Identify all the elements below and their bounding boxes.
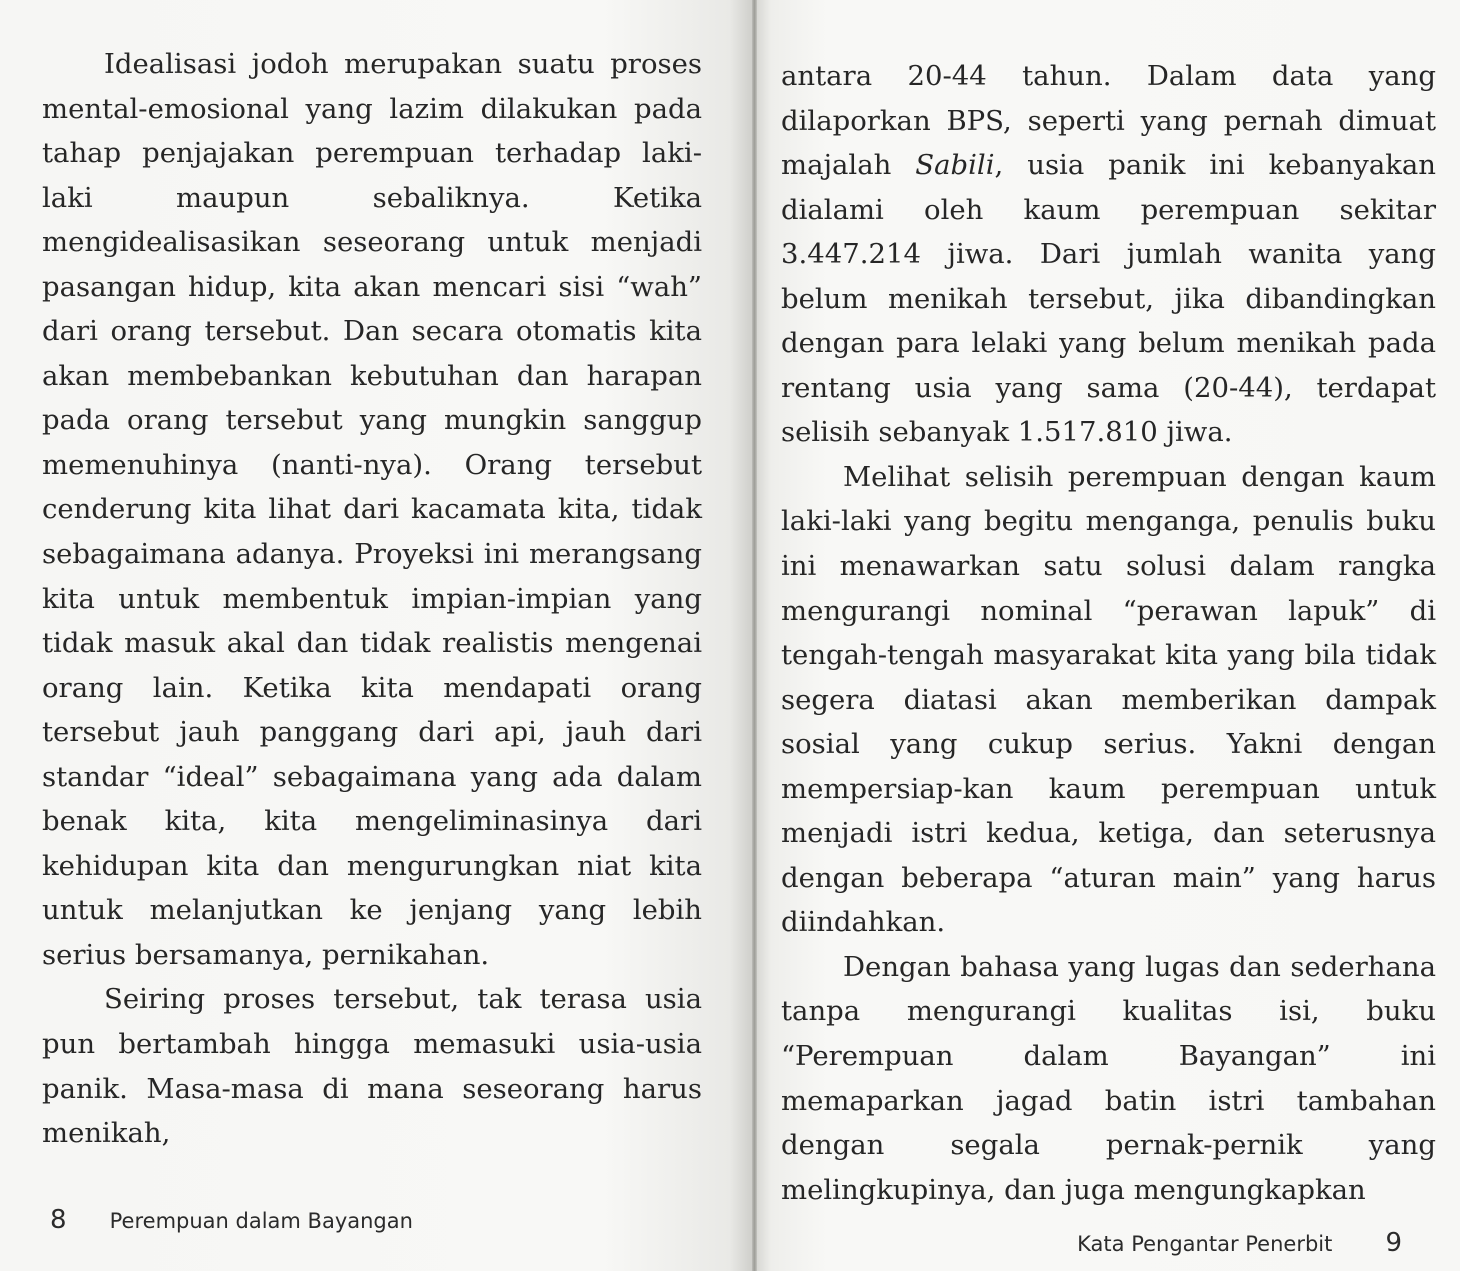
right-paragraph-1	[781, 54, 1436, 455]
left-page-body	[42, 42, 702, 1156]
right-page-body	[781, 54, 1436, 1212]
right-paragraph-1-end: , usia panik ini kebanyakan dialami oleh kaum perempuan sekitar 3.447.214 jiwa. Dari jumlah wanita yang belum menikah tersebut, jika dibandingkan dengan para lelaki yang belum menikah pada rentang usia yang sama (20-44), terdapat selisih sebanyak 1.517.810 jiwa.	[781, 149, 1436, 449]
left-paragraph-1: Idealisasi jodoh merupakan suatu proses mental-emosional yang lazim dilakukan pada tahap penjajakan perempuan terhadap laki-laki maupun sebaliknya. Ketika mengidealisasikan seseorang untuk menjadi pasangan hidup, kita akan mencari sisi “wah” dari orang tersebut. Dan secara otomatis kita akan membebankan kebutuhan dan harapan pada orang tersebut yang mungkin sanggup memenuhinya (nanti-nya). Orang tersebut cenderung kita lihat dari kacamata kita, tidak sebagaimana adanya. Proyeksi ini merangsang kita untuk membentuk impian-impian yang tidak masuk akal dan tidak realistis mengenai orang lain. Ketika kita mendapati orang tersebut jauh panggang dari api, jauh dari standar “ideal” sebagaimana yang ada dalam benak kita, kita mengeliminasinya dari kehidupan kita dan mengurungkan niat kita untuk melanjutkan ke jenjang yang lebih serius bersamanya, pernikahan.	[42, 48, 702, 971]
left-page-number: 8	[50, 1205, 67, 1235]
magazine-name: Sabili	[915, 149, 995, 182]
right-paragraph-2: Melihat selisih perempuan dengan kaum laki-laki yang begitu menganga, penulis buku ini menawarkan satu solusi dalam rangka mengurangi nominal “perawan lapuk” di tengah-tengah masyarakat kita yang bila tidak segera diatasi akan memberikan dampak sosial yang cukup serius. Yakni dengan mempersiap-kan kaum perempuan untuk menjadi istri kedua, ketiga, dan seterusnya dengan beberapa “aturan main” yang harus diindahkan.	[781, 460, 1436, 939]
left-paragraph-2: Seiring proses tersebut, tak terasa usia pun bertambah hingga memasuki usia-usia panik. Masa-masa di mana seseorang harus menikah,	[42, 983, 702, 1150]
right-paragraph-3: Dengan bahasa yang lugas dan sederhana tanpa mengurangi kualitas isi, buku “Perempuan dalam Bayangan” ini memaparkan jagad batin istri tambahan dengan segala pernak-pernik yang melingkupinya, dan juga mengungkapkan	[781, 950, 1436, 1206]
right-running-title: Kata Pengantar Penerbit	[1077, 1232, 1333, 1256]
right-page-footer	[1077, 1228, 1402, 1258]
right-paragraph-1-start: antara 20-44 tahun. Dalam data yang dilaporkan BPS, seperti yang pernah dimuat majalah	[781, 60, 1436, 182]
right-page	[757, 0, 1460, 1271]
right-page-number: 9	[1385, 1228, 1402, 1258]
left-page-footer	[50, 1205, 413, 1235]
left-running-title: Perempuan dalam Bayangan	[109, 1209, 413, 1233]
